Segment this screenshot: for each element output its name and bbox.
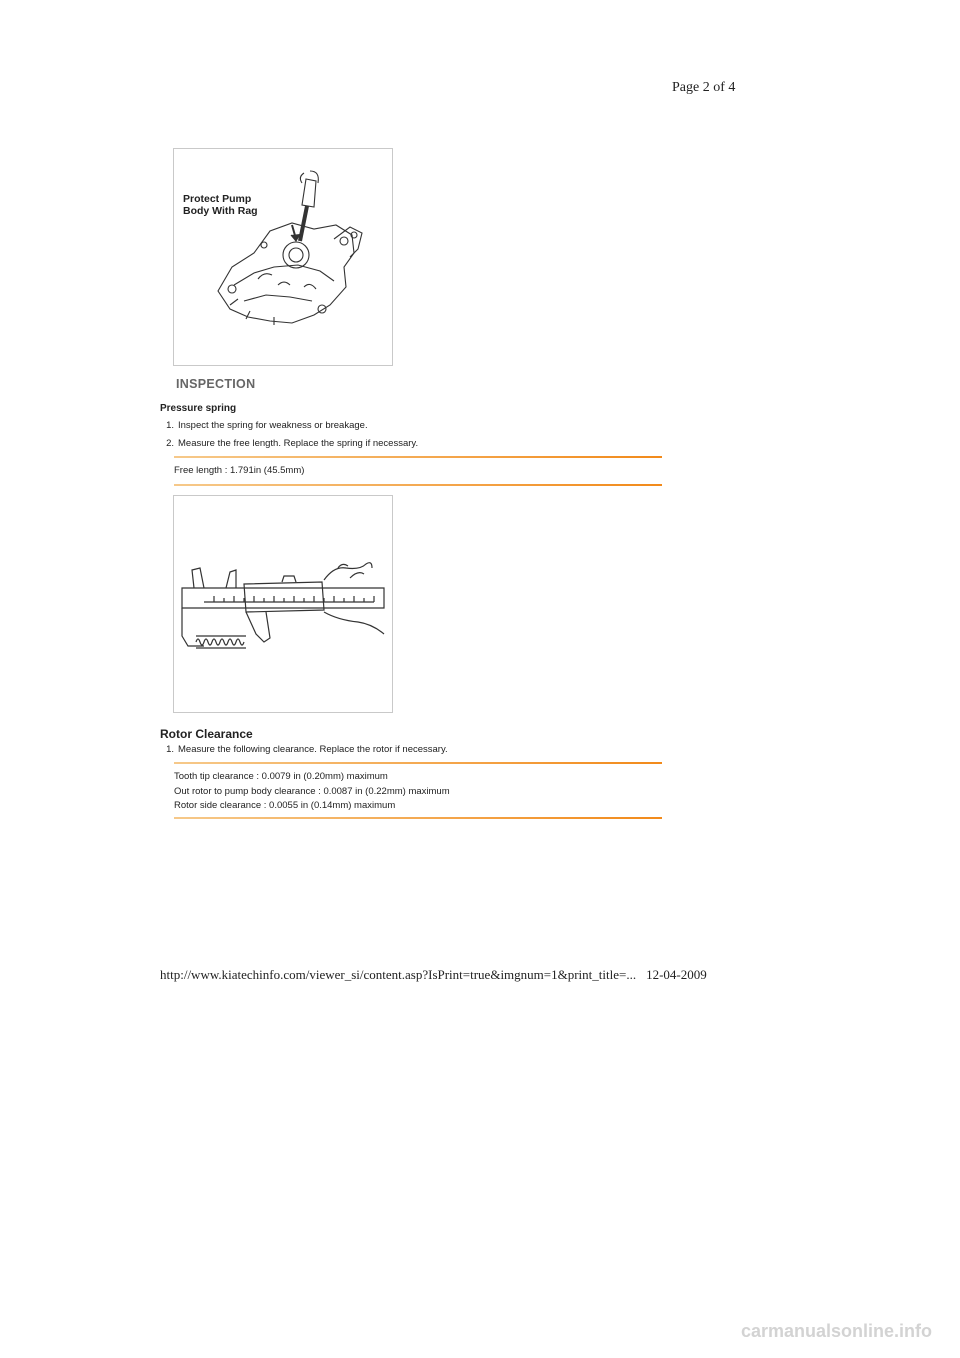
step-number: 1. [166, 420, 174, 431]
inspection-heading: INSPECTION [176, 377, 256, 391]
rotor-clearance-title: Rotor Clearance [160, 727, 253, 741]
spec-rule-bottom [174, 484, 662, 486]
rotor-clearance-specs [174, 770, 450, 814]
page-number: Page 2 of 4 [672, 80, 736, 95]
free-length-spec: Free length : 1.791in (45.5mm) [174, 465, 305, 476]
spec-rule-bottom [174, 817, 662, 819]
rotor-clearance-step-1 [162, 744, 448, 755]
figure1-label-line1: Protect Pump [183, 193, 252, 205]
print-footer [160, 967, 707, 983]
caliper-figure [173, 495, 393, 713]
step-text: Inspect the spring for weakness or breakage. [178, 420, 368, 431]
figure1-label-line2: Body With Rag [183, 205, 258, 217]
spec-rule-top [174, 762, 662, 764]
out-rotor-clearance-spec: Out rotor to pump body clearance : 0.0087 in (0.22mm) maximum [174, 785, 450, 797]
pressure-spring-title: Pressure spring [160, 403, 237, 414]
pressure-spring-step-2 [162, 438, 418, 449]
spec-rule-top [174, 456, 662, 458]
caliper-measuring-spring-icon [174, 496, 392, 712]
watermark: carmanualsonline.info [741, 1321, 933, 1341]
oil-pump-illustration-icon [174, 149, 392, 365]
step-number: 1. [166, 744, 174, 755]
step-number: 2. [166, 438, 174, 449]
rotor-side-clearance-spec: Rotor side clearance : 0.0055 in (0.14mm) maximum [174, 800, 396, 811]
tooth-tip-clearance-spec: Tooth tip clearance : 0.0079 in (0.20mm) maximum [174, 771, 388, 782]
pressure-spring-step-1 [162, 420, 368, 431]
oil-pump-figure [173, 148, 393, 366]
step-text: Measure the following clearance. Replace the rotor if necessary. [178, 744, 448, 755]
footer-date: 12-04-2009 [646, 967, 707, 982]
footer-url: http://www.kiatechinfo.com/viewer_si/content.asp?IsPrint=true&imgnum=1&print_title=... [160, 967, 637, 982]
step-text: Measure the free length. Replace the spring if necessary. [178, 438, 419, 449]
